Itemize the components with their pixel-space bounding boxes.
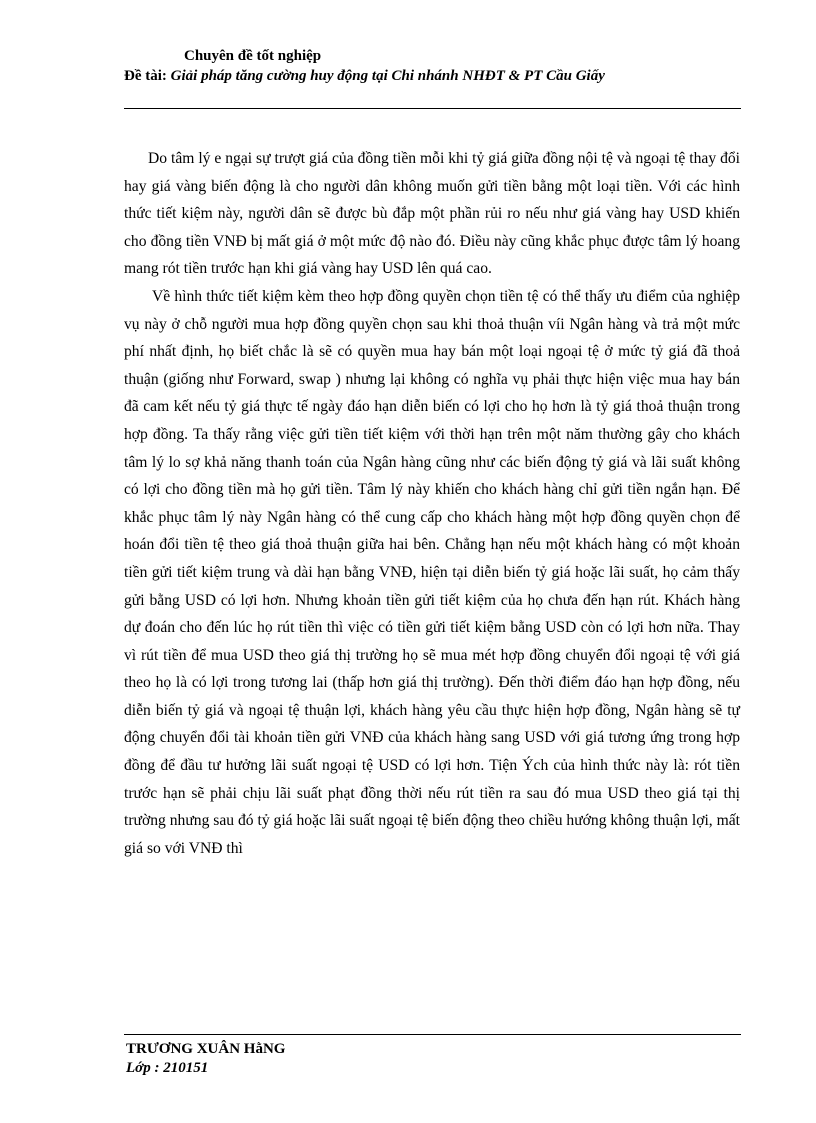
header-divider (124, 108, 741, 109)
header-topic (124, 66, 740, 86)
footer-divider (124, 1034, 741, 1035)
topic-title: Giải pháp tăng cường huy động tại Chi nhánh NHĐT & PT Cầu Giấy (170, 68, 605, 84)
header-subject: Chuyên đề tốt nghiệp (184, 48, 322, 64)
paragraph: Do tâm lý e ngại sự trượt giá của đồng tiền mỗi khi tỷ giá giữa đồng nội tệ và ngoại tệ thay đổi hay giá vàng biến động là cho người dân không muốn gửi tiền bằng một loại tiền. Với các hình thức tiết kiệm này, người dân sẽ được bù đắp một phần rủi ro nếu như giá vàng hay USD khiến cho đồng tiền VNĐ bị mất giá ở một mức độ nào đó. Điều này cũng khắc phục được tâm lý hoang mang rót tiền trước hạn khi giá vàng hay USD lên quá cao. (124, 150, 740, 278)
footer-author: TRƯƠNG XUÂN HằNG (126, 1041, 286, 1057)
paragraph: Về hình thức tiết kiệm kèm theo hợp đồng quyền chọn tiền tệ có thể thấy ưu điểm của nghiệp vụ này ở chỗ người mua hợp đồng quyền chọn sau khi thoả thuận víi Ngân hàng và trả một mức phí nhất định, họ biết chắc là sẽ có quyền mua hay bán một loại ngoại tệ ở mức tỷ giá đã thoả thuận (giống như Forward, swap ) nhưng lại không có nghĩa vụ phải thực hiện việc mua hay bán đã cam kết nếu tỷ giá thực tế ngày đáo hạn diễn biến có lợi cho họ hơn là tỷ giá thoả thuận trong hợp đồng. Ta thấy rằng việc gửi tiền tiết kiệm với thời hạn trên một năm thường gây cho khách tâm lý lo sợ khả năng thanh toán của Ngân hàng cũng như các biến động tỷ giá và lãi suất không có lợi cho đồng tiền mà họ gửi tiền. Tâm lý này khiến cho khách hàng chỉ gửi tiền ngắn hạn. Để khắc phục tâm lý này Ngân hàng có thể cung cấp cho khách hàng một hợp đồng quyền chọn để hoán đổi tiền tệ theo giá thoả thuận giữa hai bên. Chẳng hạn nếu một khách hàng có một khoản tiền gửi tiết kiệm trung và dài hạn bằng VNĐ, hiện tại diễn biến tỷ giá hoặc lãi suất, họ cảm thấy gửi bằng USD có lợi hơn. Nhưng khoản tiền gửi tiết kiệm của họ chưa đến hạn rút. Khách hàng dự đoán cho đến lúc họ rút tiền thì việc có tiền gửi tiết kiệm bằng USD còn có lợi hơn nữa. Thay vì rút tiền để mua USD theo giá thị trường họ sẽ mua mét hợp đồng chuyển đổi ngoại tệ với giá theo họ là có lợi trong tương lai (thấp hơn giá thị trường). Đến thời điểm đáo hạn hợp đồng, nếu diễn biến tỷ giá và ngoại tệ thuận lợi, khách hàng yêu cầu thực hiện hợp đồng, Ngân hàng sẽ tự động chuyển đổi tài khoản tiền gửi VNĐ của khách hàng sang USD với giá tương ứng trong hợp đồng để đầu tư hưởng lãi suất ngoại tệ USD có lợi hơn. Tiện Ých của hình thức này là: rót tiền trước hạn sẽ phải chịu lãi suất phạt đồng thời nếu rút tiền ra sau đó mua USD theo giá tại thị trường nhưng sau đó tỷ giá hoặc lãi suất ngoại tệ biến động theo chiều hướng không thuận lợi, mất giá so với VNĐ thì (124, 287, 740, 857)
topic-label: Đề tài: (124, 68, 171, 84)
page-header (124, 46, 740, 86)
body-text (124, 145, 740, 862)
page-footer (126, 1040, 285, 1078)
footer-class: Lớp : 210151 (126, 1060, 209, 1076)
